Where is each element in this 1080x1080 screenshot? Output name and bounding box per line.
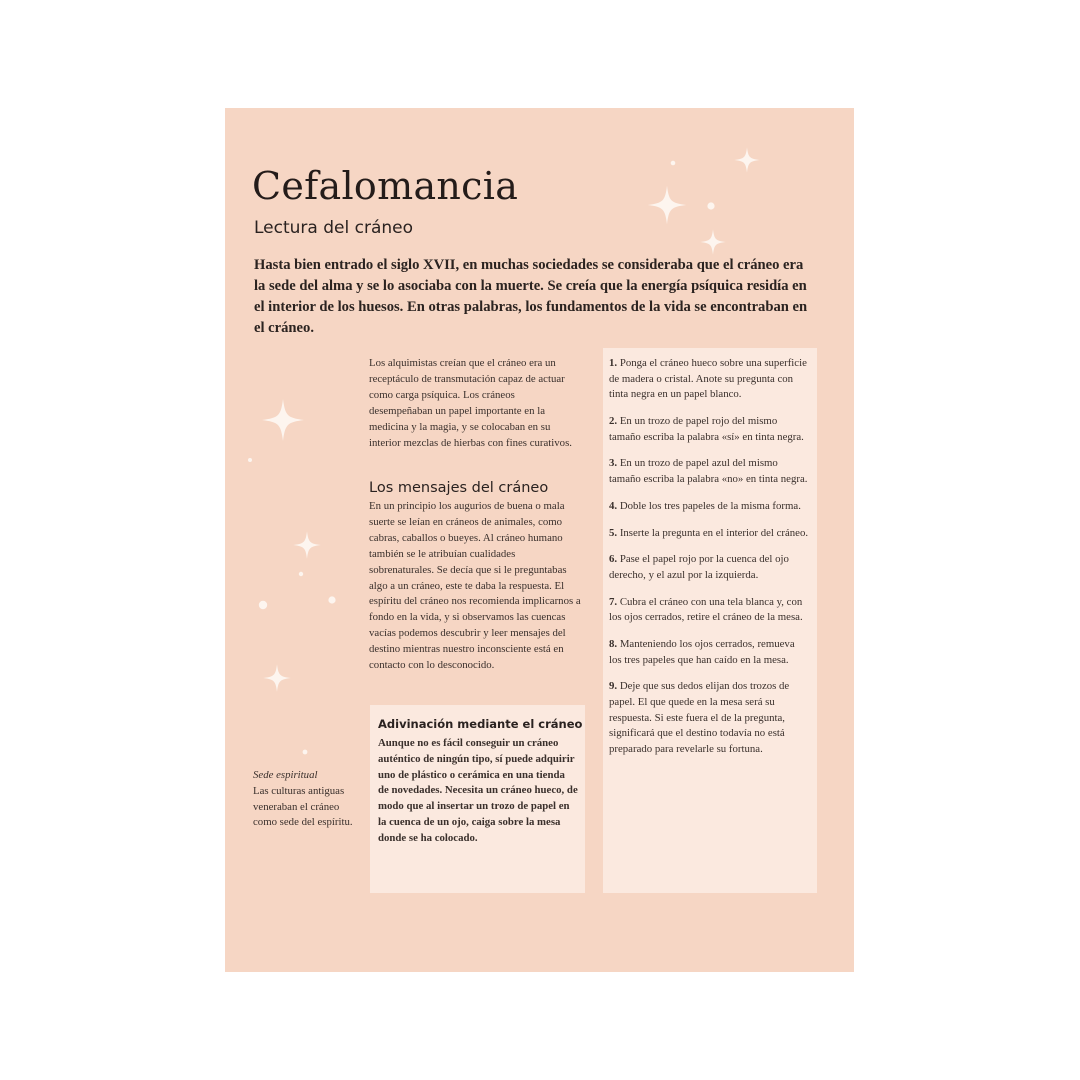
- step-text: Manteniendo los ojos cerrados, remueva los tres papeles que han caído en la mesa.: [609, 638, 795, 666]
- step-text: Inserte la pregunta en el interior del cráneo.: [619, 526, 809, 539]
- step-number: 5.: [609, 526, 618, 539]
- intro-paragraph: Hasta bien entrado el siglo XVII, en muchas sociedades se consideraba que el cráneo era la sede del alma y se lo asociaba con la muerte. Se creía que la energía psíquica residía en el interior de los huesos. En otras palabras, los fundamentos de la vida se encontraban en el cráneo.: [254, 257, 808, 336]
- alchemy-paragraph: Los alquimistas creían que el cráneo era un receptáculo de transmutación capaz de actuar como carga psíquica. Los cráneos desempeñaban un papel importante en la medicina y la magia, y se colocaban en su interior mezclas de hierbas con fines curativos.: [369, 357, 572, 449]
- sparkle-icon: [293, 531, 321, 559]
- sparkle-dot-icon: [707, 202, 714, 209]
- step-text: Cubra el cráneo con una tela blanca y, con los ojos cerrados, retire el cráneo de la mesa.: [609, 595, 803, 624]
- section-heading: Los mensajes del cráneo: [369, 480, 549, 496]
- sparkle-dot-icon: [328, 596, 335, 603]
- divination-box: [370, 705, 585, 893]
- step-text: Doble los tres papeles de la misma forma.: [619, 499, 801, 512]
- step-number: 3.: [609, 457, 618, 470]
- sparkle-icon: [263, 664, 291, 692]
- sparkle-dot-icon: [671, 161, 676, 166]
- step-item: [609, 526, 809, 542]
- sparkle-dot-icon: [259, 601, 267, 609]
- step-text: Pase el papel rojo por la cuenca del ojo derecho, y el azul por la izquierda.: [609, 553, 789, 581]
- divination-box-title: Adivinación mediante el cráneo: [378, 717, 583, 731]
- step-item: [609, 595, 809, 626]
- sparkle-icon: [262, 399, 304, 441]
- step-number: 8.: [609, 638, 618, 651]
- step-item: [609, 414, 809, 445]
- step-item: [609, 456, 809, 487]
- step-text: Ponga el cráneo hueco sobre una superficie de madera o cristal. Anote su pregunta con tinta negra en un papel blanco.: [609, 357, 807, 401]
- steps-list: [609, 356, 809, 769]
- divination-box-text: Aunque no es fácil conseguir un cráneo auténtico de ningún tipo, sí puede adquirir uno de plástico o cerámica en una tienda de novedades. Necesita un cráneo hueco, de modo que al insertar un trozo de papel en la cuenca de un ojo, caiga sobre la mesa donde se ha colocado.: [378, 737, 578, 844]
- step-text: Deje que sus dedos elijan dos trozos de papel. El que quede en la mesa será su respuesta. Si este fuera el de la pregunta, significará que el destino todavía no está preparado para revelarle su fortuna.: [609, 680, 790, 755]
- step-number: 9.: [609, 680, 618, 693]
- step-number: 1.: [609, 357, 618, 369]
- step-number: 4.: [609, 499, 618, 512]
- caption-title: Sede espiritual: [253, 769, 318, 781]
- step-number: 7.: [609, 595, 618, 608]
- step-item: [609, 637, 809, 668]
- steps-box: [603, 348, 817, 893]
- step-item: [609, 356, 809, 403]
- step-number: 2.: [609, 414, 618, 427]
- step-number: 6.: [609, 553, 618, 566]
- sparkle-icon: [700, 229, 725, 254]
- page-subtitle: Lectura del cráneo: [254, 218, 413, 238]
- sidebar-caption: [253, 768, 353, 831]
- caption-text: Las culturas antiguas veneraban el cráneo como sede del espíritu.: [253, 784, 353, 829]
- step-text: En un trozo de papel azul del mismo tamaño escriba la palabra «no» en tinta negra.: [609, 457, 808, 485]
- step-item: [609, 499, 809, 515]
- messages-paragraph: En un principio los augurios de buena o mala suerte se leían en cráneos de animales, como cabras, caballos o bueyes. Al cráneo humano también se le atribuían cualidades sobrenaturales. Se decía que si le preguntabas algo a un cráneo, este te daba la respuesta. El espíritu del cráneo nos recomienda implicarnos a fondo en la vida, y si observamos las cuencas vacías podemos descubrir y leer mensajes del destino mientras nuestro inconsciente está en contacto con lo desconocido.: [369, 500, 581, 672]
- sparkle-dot-icon: [303, 750, 308, 755]
- step-text: En un trozo de papel rojo del mismo tamaño escriba la palabra «sí» en tinta negra.: [609, 414, 804, 443]
- step-item: [609, 552, 809, 583]
- step-item: [609, 679, 809, 757]
- book-page: [225, 108, 854, 972]
- sparkle-dot-icon: [299, 572, 303, 576]
- sparkle-dot-icon: [248, 458, 252, 462]
- sparkle-icon: [734, 147, 759, 172]
- page-title: Cefalomancia: [252, 164, 519, 208]
- sparkle-icon: [648, 186, 686, 224]
